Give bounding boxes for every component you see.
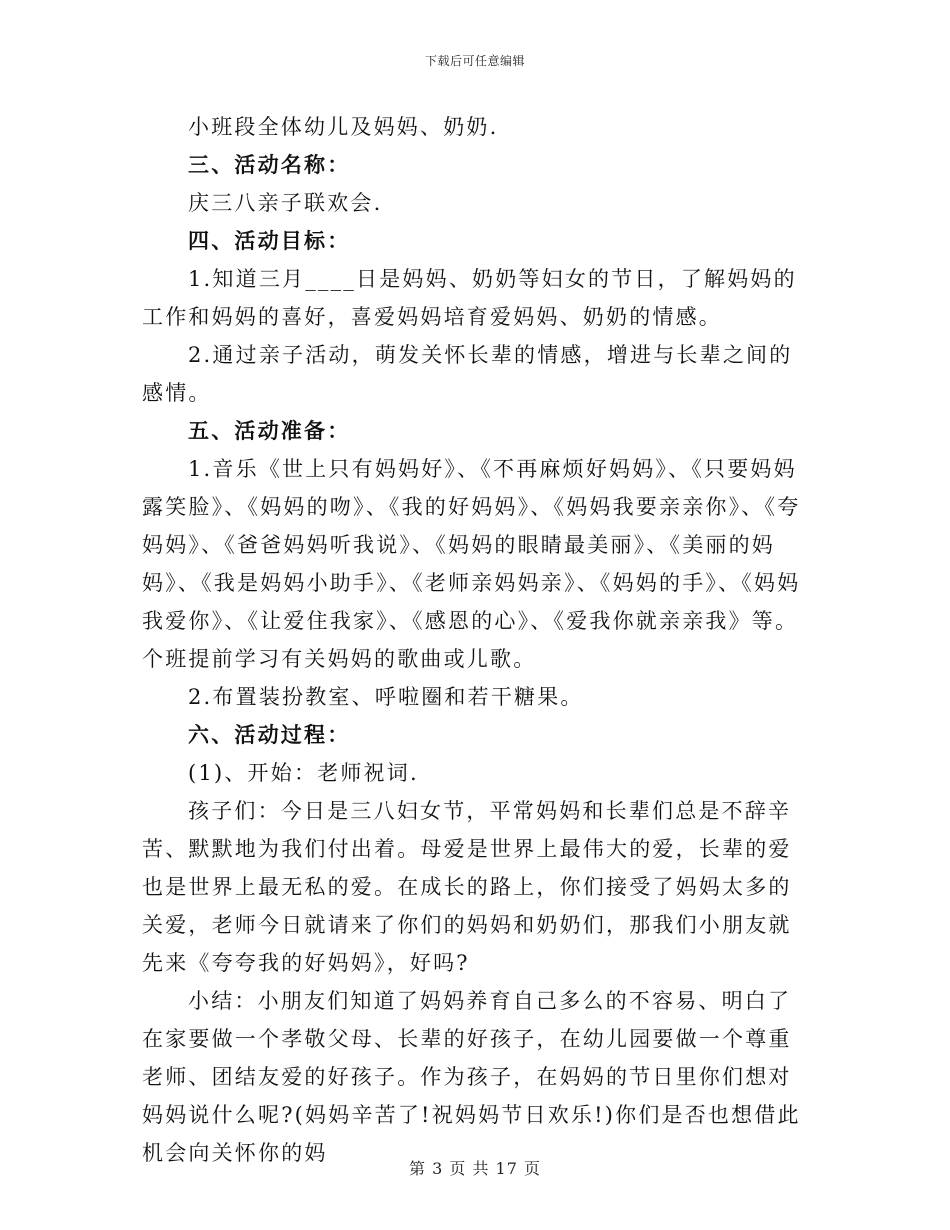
paragraph-goal-2: 2.通过亲子活动，萌发关怀长辈的情感，增进与长辈之间的感情。: [142, 343, 793, 405]
section-heading-activity-goals: 四、活动目标：: [188, 228, 351, 253]
section-heading-activity-preparation: 五、活动准备：: [188, 418, 351, 443]
paragraph-preparation-1: 1.音乐《世上只有妈妈好》、《不再麻烦好妈妈》、《只要妈妈露笑脸》、《妈妈的吻》、《我的好妈妈》、《妈妈我要亲亲你》、《夸妈妈》、《爸爸妈妈听我说》、《妈妈的眼睛最美丽》、《美丽的妈妈》、《我是妈妈小助手》、《老师亲妈妈亲》、《妈妈的手》、《妈妈我爱你》、《让爱住我家》、《感恩的心》、《爱我你就亲亲我》等。个班提前学习有关妈妈的歌曲或儿歌。: [142, 457, 801, 671]
document-body: [142, 108, 812, 1172]
paragraph-process-start: (1)、开始：老师祝词.: [188, 761, 419, 785]
paragraph-preparation-2: 2.布置装扮教室、呼啦圈和若干糖果。: [188, 685, 584, 709]
page-header: 下载后可任意编辑: [424, 54, 525, 68]
paragraph-teacher-speech: 孩子们：今日是三八妇女节，平常妈妈和长辈们总是不辞辛苦、默默地为我们付出着。母爱是世界上最伟大的爱，长辈的爱也是世界上最无私的爱。在成长的路上，你们接受了妈妈太多的关爱，老师今日就请来了你们的妈妈和奶奶们，那我们小朋友就先来《夸夸我的好妈妈》，好吗?: [142, 799, 792, 975]
page-footer: 第 3 页 共 17 页: [409, 1159, 541, 1178]
paragraph-activity-name: 庆三八亲子联欢会.: [188, 191, 383, 215]
paragraph-goal-1: 1.知道三月____日是妈妈、奶奶等妇女的节日，了解妈妈的工作和妈妈的喜好，喜爱妈妈培育爱妈妈、奶奶的情感。: [142, 267, 797, 329]
section-heading-activity-process: 六、活动过程：: [188, 722, 351, 747]
paragraph-participants: 小班段全体幼儿及妈妈、奶奶.: [188, 115, 499, 139]
paragraph-summary: 小结：小朋友们知道了妈妈养育自己多么的不容易、明白了在家要做一个孝敬父母、长辈的好孩子，在幼儿园要做一个尊重老师、团结友爱的好孩子。作为孩子，在妈妈的节日里你们想对妈妈说什么呢?(妈妈辛苦了!祝妈妈节日欢乐!)你们是否也想借此机会向关怀你的妈: [142, 989, 801, 1165]
section-heading-activity-name: 三、活动名称：: [188, 152, 351, 177]
